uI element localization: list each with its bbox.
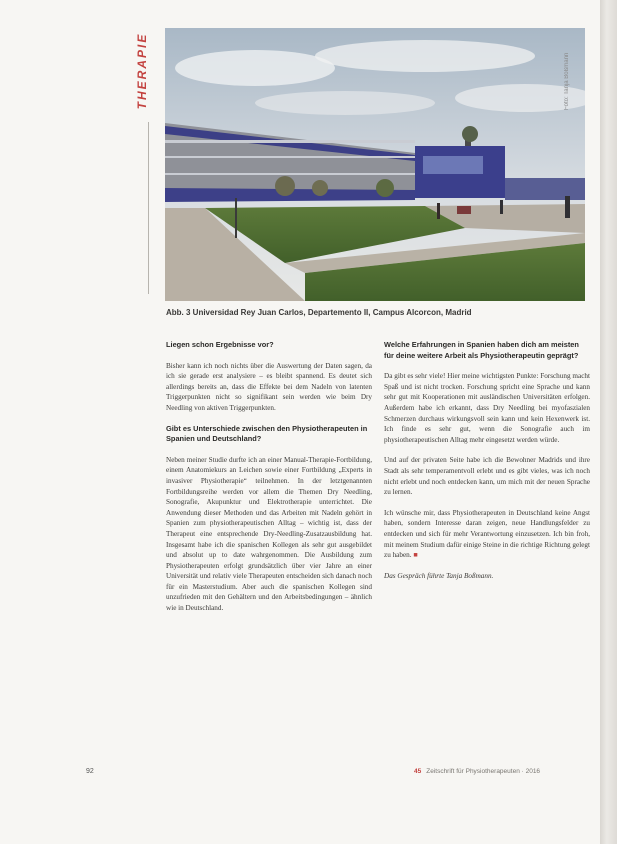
campus-photo bbox=[165, 28, 585, 301]
interview-question: Liegen schon Ergebnisse vor? bbox=[166, 340, 274, 349]
interview-answer: Da gibt es sehr viele! Hier meine wichtigsten Punkte: Forschung macht Spaß und ist nicht trocken. Forschung spricht eine Sprache und kann sehr gut mit Kooperationen mit ausländischen Universitäten erfolgen. Außerdem habe ich erkannt, dass Dry Needling bei myofaszialen Schmerzen durchaus wirkungsvoll sein kann und kein Hexenwerk ist. Ich finde es sehr gut, wenn die Sonografie auch im physiotherapeutischen Alltag mehr eingesetzt werden würde. bbox=[384, 372, 590, 444]
page-edge bbox=[600, 0, 617, 844]
section-label-text: THERAPIE bbox=[135, 32, 149, 110]
section-label bbox=[130, 30, 152, 130]
campus-photo-illustration bbox=[165, 28, 585, 301]
page-number-left: 92 bbox=[86, 768, 94, 775]
photo-caption: Abb. 3 Universidad Rey Juan Carlos, Departemento II, Campus Alcorcon, Madrid bbox=[166, 308, 472, 317]
right-column bbox=[384, 340, 590, 591]
footer-right bbox=[414, 768, 594, 775]
final-answer-text: Ich wünsche mir, dass Physiotherapeuten in Deutschland keine Angst haben, sondern Interesse daran zeigen, neue Handlungsfelder zu entdecken und sich für mehr Verantwortung einzusetzen. Ich bin froh, mit meinem Studium dafür einige Steine in die richtige Richtung gelegt zu haben. bbox=[384, 508, 590, 560]
end-mark: ■ bbox=[413, 551, 418, 560]
interview-question: Welche Erfahrungen in Spanien haben dich am meisten für deine weitere Arbeit als Physiotherapeutin geprägt? bbox=[384, 340, 579, 360]
page-number-right: 45 bbox=[414, 768, 422, 775]
footer-publication: Zeitschrift für Physiotherapeuten · 2016 bbox=[426, 768, 541, 775]
interview-answer: Neben meiner Studie durfte ich an einer Manual-Therapie-Fortbildung, einem Anatomiekurs an Leichen sowie einer Fortbildung „Experts in invasiver Physiotherapie“ teilnehmen. In der letztgenannten Fortbildungsreihe werden vor allem die Themen Dry Needling, Sonografie, Akupunktur und Elektrotherapie unterrichtet. Die Anwendung dieser Methoden und das Arbeiten mit Nadeln gehört in Spanien zum physiotherapeutischen Alltag – wichtig ist, dass der Therapeut eine entsprechende Dry-Needling-Zusatzausbildung hat. Insgesamt habe ich die spanischen Kollegen als sehr gut ausgebildet und absolut up to date wahrgenommen. Die Ausbildung zum Physiotherapeuten erfolgt grundsätzlich über vier Jahre an einer Universität und relativ viele Therapeuten entscheiden sich danach noch für ein Masterstudium. Aber auch die spanischen Kollegen sind unzufrieden mit den Gehältern und den Arbeitsbedingungen – ähnlich wie in Deutschland. bbox=[166, 455, 372, 613]
interviewer-credit: Das Gespräch führte Tanja Boßmann. bbox=[384, 571, 494, 580]
interview-answer-final bbox=[384, 508, 590, 561]
left-column bbox=[166, 340, 372, 624]
interview-answer: Bisher kann ich noch nichts über die Auswertung der Daten sagen, da ich sie gerade erst analysiere – es bleibt spannend. Es deutet sich allerdings bereits an, dass die Effekte bei dem Nadeln von latenten Triggerpunkten nicht so signifikant sein werden wie beim Dry Needling von aktiven Triggerpunkten. bbox=[166, 361, 372, 412]
interview-question: Gibt es Unterschiede zwischen den Physiotherapeuten in Spanien und Deutschland? bbox=[166, 423, 368, 444]
photo-credit: Foto: Tanja Boßmann bbox=[564, 52, 570, 110]
section-divider bbox=[148, 122, 149, 294]
interview-answer: Und auf der privaten Seite habe ich die Bewohner Madrids und ihre Stadt als sehr temperamentvoll erlebt und es gibt vieles, was ich noch nicht erlebt und noch entdecken kann, um mich mit der neuen Sprache zu lernen. bbox=[384, 456, 590, 497]
